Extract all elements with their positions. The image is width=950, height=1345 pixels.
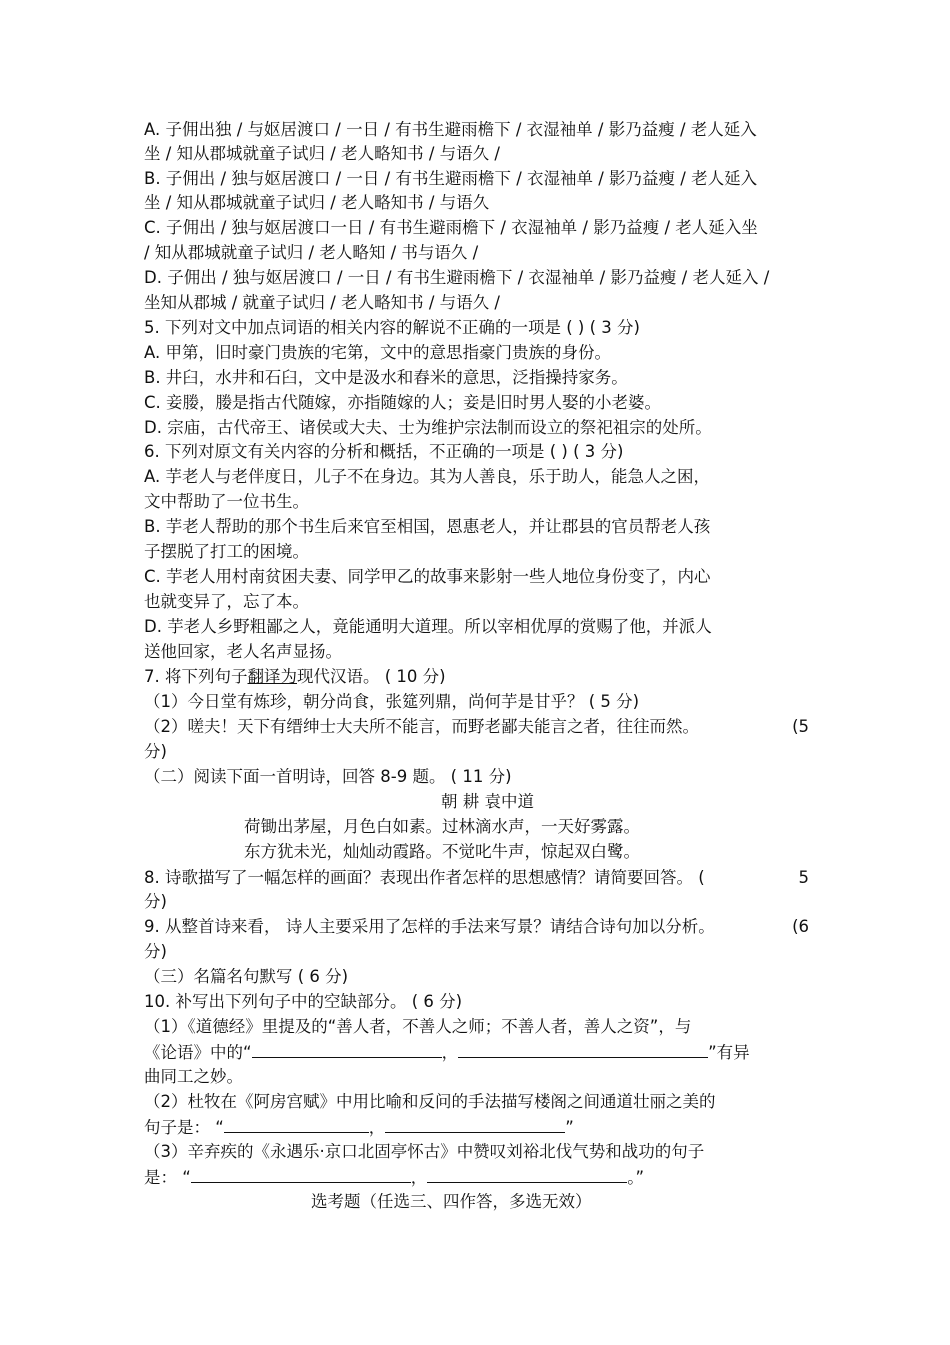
answer-blank-5[interactable] [191,1165,411,1183]
q6-option-b-line2: 子摆脱了打工的困境。 [144,542,309,561]
q9-stem: 9. 从整首诗来看， 诗人主要采用了怎样的手法来写景？请结合诗句加以分析。 (6 [144,915,809,939]
q10-item-1-line2: 《论语》中的“ ， ”有异 [144,1040,809,1065]
poem-line-1: 荷锄出茅屋，月色白如素。过林滴水声，一天好雾露。 [244,817,640,836]
q6-option-b-line1: B. 芋老人帮助的那个书生后来官至相国，恩惠老人，并让郡县的官员帮老人孩 [144,517,711,536]
emphasized-word: 翻译为 [247,667,297,686]
q4-option-b-line1: B. 子佣出 / 独与妪居渡口 / 一日 / 有书生避雨檐下 / 衣湿袖单 / 影乃益瘦 / 老人延入 [144,169,758,188]
q4-option-d-line2: 坐知从郡城 / 就童子试归 / 老人略知书 / 与语久 / [144,293,500,312]
q10-item-1-line1: （1）《道德经》里提及的“善人者，不善人之师；不善人者，善人之资”，与 [144,1017,692,1036]
q6-option-a-line2: 文中帮助了一位书生。 [144,492,309,511]
q10-item-3-line1: （3）辛弃疾的《永遇乐·京口北固亭怀古》中赞叹刘裕北伐气势和战功的句子 [144,1142,705,1161]
q7-sentence-2: （2）嗟夫！天下有缙绅士大夫所不能言，而野老鄙夫能言之者，往往而然。 (5 [144,715,809,739]
q8-points-cont: 分) [144,892,167,911]
q5-option-d: D. 宗庙，古代帝王、诸侯或大夫、士为维护宗法制而设立的祭祀祖宗的处所。 [144,418,712,437]
answer-blank-3[interactable] [224,1115,369,1133]
q10-item-3-line2: 是： “ ， 。” [144,1165,809,1190]
q6-option-d-line1: D. 芋老人乡野粗鄙之人，竟能通明大道理。所以宰相优厚的赏赐了他，并派人 [144,617,712,636]
q4-option-c-line2: / 知从郡城就童子试归 / 老人略知 / 书与语久 / [144,243,479,262]
section-3-heading: （三）名篇名句默写 ( 6 分) [144,967,349,986]
q9-points-cont: 分) [144,942,167,961]
answer-blank-6[interactable] [427,1165,627,1183]
poem-title: 朝 耕 袁中道 [441,792,534,811]
elective-heading: 选考题（任选三、四作答，多选无效） [311,1192,592,1211]
q7-sentence-1: （1）今日堂有炼珍，朝分尚食，张筵列鼎，尚何芋是甘乎？ ( 5 分) [144,692,640,711]
q10-stem: 10. 补写出下列句子中的空缺部分。 ( 6 分) [144,992,463,1011]
answer-blank-1[interactable] [252,1040,442,1058]
q5-stem: 5. 下列对文中加点词语的相关内容的解说不正确的一项是 ( ) ( 3 分) [144,318,640,337]
q6-option-c-line2: 也就变异了，忘了本。 [144,592,309,611]
answer-blank-2[interactable] [458,1040,708,1058]
q5-option-a: A. 甲第，旧时豪门贵族的宅第，文中的意思指豪门贵族的身份。 [144,343,611,362]
q9-points: (6 [792,917,809,936]
q4-option-a-line1: A. 子佣出独 / 与妪居渡口 / 一日 / 有书生避雨檐下 / 衣湿袖单 / 影乃益瘦 / 老人延入 [144,120,757,139]
q4-option-c-line1: C. 子佣出 / 独与妪居渡口一日 / 有书生避雨檐下 / 衣湿袖单 / 影乃益瘦 / 老人延入坐 [144,218,758,237]
q7-stem: 7. 将下列句子翻译为现代汉语。 ( 10 分) [144,667,446,686]
q5-option-c: C. 妾媵，媵是指古代随嫁，亦指随嫁的人；妾是旧时男人娶的小老婆。 [144,393,662,412]
q7-sentence-2-points: (5 [792,717,809,736]
q6-option-d-line2: 送他回家，老人名声显扬。 [144,642,342,661]
section-2-heading: （二）阅读下面一首明诗，回答 8-9 题。 ( 11 分) [144,767,512,786]
q4-option-d-line1: D. 子佣出 / 独与妪居渡口 / 一日 / 有书生避雨檐下 / 衣湿袖单 / 影乃益瘦 / 老人延入 / [144,268,770,287]
q6-stem: 6. 下列对原文有关内容的分析和概括，不正确的一项是 ( ) ( 3 分) [144,442,624,461]
q7-sentence-2-points-cont: 分) [144,742,167,761]
q6-option-a-line1: A. 芋老人与老伴度日，儿子不在身边。其为人善良，乐于助人，能急人之困， [144,467,710,486]
q10-item-1-line3: 曲同工之妙。 [144,1067,243,1086]
q8-points: 5 [798,868,809,887]
answer-blank-4[interactable] [385,1115,565,1133]
q6-option-c-line1: C. 芋老人用村南贫困夫妻、同学甲乙的故事来影射一些人地位身份变了，内心 [144,567,711,586]
q4-option-b-line2: 坐 / 知从郡城就童子试归 / 老人略知书 / 与语久 [144,193,490,212]
q5-option-b: B. 井臼，水井和石臼，文中是汲水和舂米的意思，泛指操持家务。 [144,368,628,387]
q8-stem: 8. 诗歌描写了一幅怎样的画面？表现出作者怎样的思想感情？请简要回答。 ( 5 [144,866,809,890]
q10-item-2-line2: 句子是： “ ， ” [144,1115,809,1140]
poem-line-2: 东方犹未光，灿灿动霞路。不觉叱牛声，惊起双白鹭。 [244,842,640,861]
q10-item-2-line1: （2）杜牧在《阿房宫赋》中用比喻和反问的手法描写楼阁之间通道壮丽之美的 [144,1092,716,1111]
q4-option-a-line2: 坐 / 知从郡城就童子试归 / 老人略知书 / 与语久 / [144,144,500,163]
